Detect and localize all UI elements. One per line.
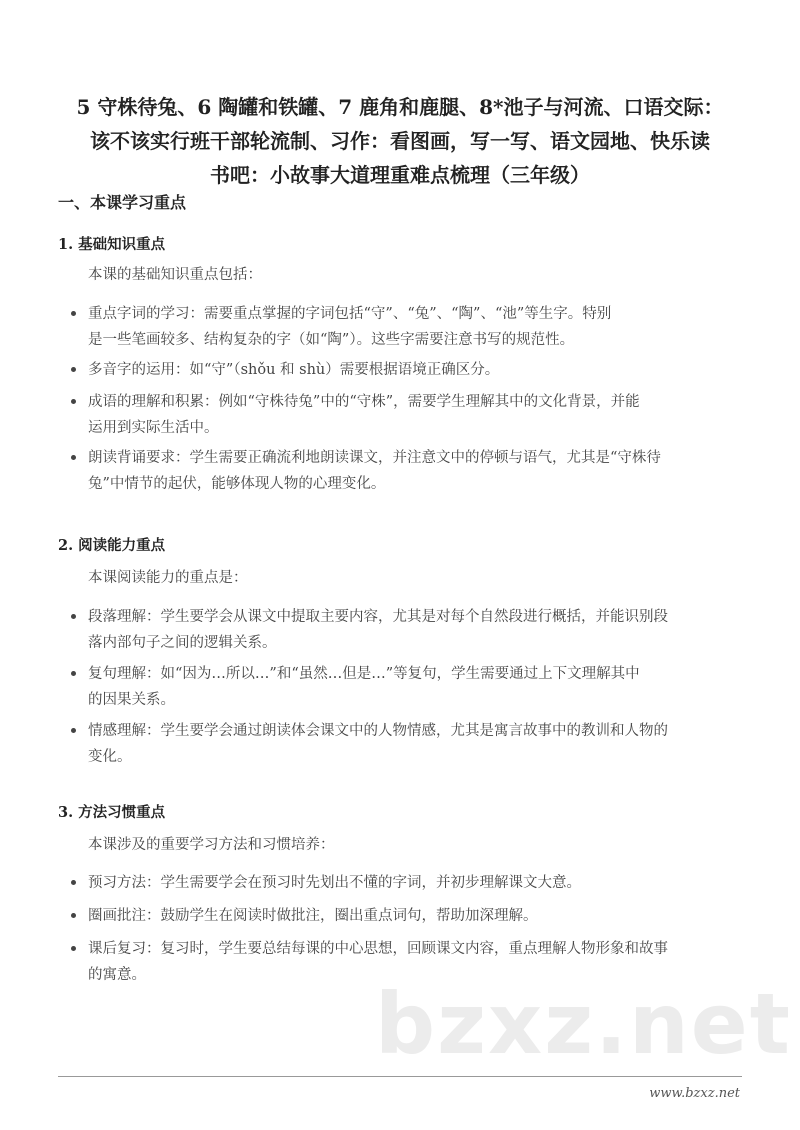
bullet-text: 课后复习：复习时，学生要总结每课的中心思想，回顾课文内容，重点理解人物形象和故事: [88, 941, 668, 957]
bullet-icon: [71, 455, 76, 460]
subsection-heading: 3. 方法习惯重点: [58, 804, 166, 821]
bullet-text: 兔”中情节的起伏，能够体现人物的心理变化。: [88, 476, 386, 492]
bullet-text: 重点字词的学习：需要重点掌握的字词包括“守”、“兔”、“陶”、“池”等生字。特别: [88, 306, 612, 322]
bullet-icon: [71, 880, 76, 885]
bullet-text: 的因果关系。: [88, 692, 175, 708]
bullet-icon: [71, 367, 76, 372]
bullet-text: 是一些笔画较多、结构复杂的字（如“陶”）。这些字需要注意书写的规范性。: [88, 332, 575, 348]
doc-title-line: 5 守株待兔、6 陶罐和铁罐、7 鹿角和鹿腿、8*池子与河流、口语交际：: [76, 95, 724, 119]
subsection-heading: 2. 阅读能力重点: [58, 537, 166, 554]
doc-title-line: 该不该实行班干部轮流制、习作：看图画，写一写、语文园地、快乐读: [90, 129, 710, 153]
intro-text: 本课阅读能力的重点是：: [88, 570, 248, 586]
bullet-text: 成语的理解和积累：例如“守株待兔”中的“守株”，需要学生理解其中的文化背景，并能: [88, 394, 640, 410]
intro-text: 本课涉及的重要学习方法和习惯培养：: [88, 837, 335, 853]
bullet-text: 变化。: [88, 749, 132, 765]
bullet-text: 预习方法：学生需要学会在预习时先划出不懂的字词，并初步理解课文大意。: [88, 875, 581, 891]
bullet-text: 复句理解：如“因为…所以…”和“虽然…但是…”等复句，学生需要通过上下文理解其中: [88, 666, 640, 682]
bullet-icon: [71, 311, 76, 316]
bullet-icon: [71, 671, 76, 676]
bullet-icon: [71, 614, 76, 619]
bullet-text: 多音字的运用：如“守”（shǒu 和 shù）需要根据语境正确区分。: [88, 362, 500, 378]
watermark: bzxz.net: [375, 975, 792, 1073]
section-heading: 一、本课学习重点: [58, 193, 187, 212]
bullet-text: 的寓意。: [88, 967, 146, 983]
bullet-icon: [71, 399, 76, 404]
bullet-text: 情感理解：学生要学会通过朗读体会课文中的人物情感，尤其是寓言故事中的教训和人物的: [88, 723, 668, 739]
bullet-icon: [71, 946, 76, 951]
bullet-text: 落内部句子之间的逻辑关系。: [88, 635, 277, 651]
bullet-text: 朗读背诵要求：学生需要正确流利地朗读课文，并注意文中的停顿与语气，尤其是“守株待: [88, 450, 661, 466]
bullet-icon: [71, 728, 76, 733]
bullet-text: 段落理解：学生要学会从课文中提取主要内容，尤其是对每个自然段进行概括，并能识别段: [88, 609, 668, 625]
bullet-text: 运用到实际生活中。: [88, 420, 219, 436]
bullet-text: 圈画批注：鼓励学生在阅读时做批注，圈出重点词句，帮助加深理解。: [88, 908, 538, 924]
intro-text: 本课的基础知识重点包括：: [88, 267, 262, 283]
bullet-icon: [71, 913, 76, 918]
footer-divider: [58, 1076, 742, 1077]
subsection-heading: 1. 基础知识重点: [58, 236, 166, 253]
footer-url: www.bzxz.net: [649, 1086, 740, 1101]
doc-title-line: 书吧：小故事大道理重难点梳理（三年级）: [210, 163, 590, 187]
